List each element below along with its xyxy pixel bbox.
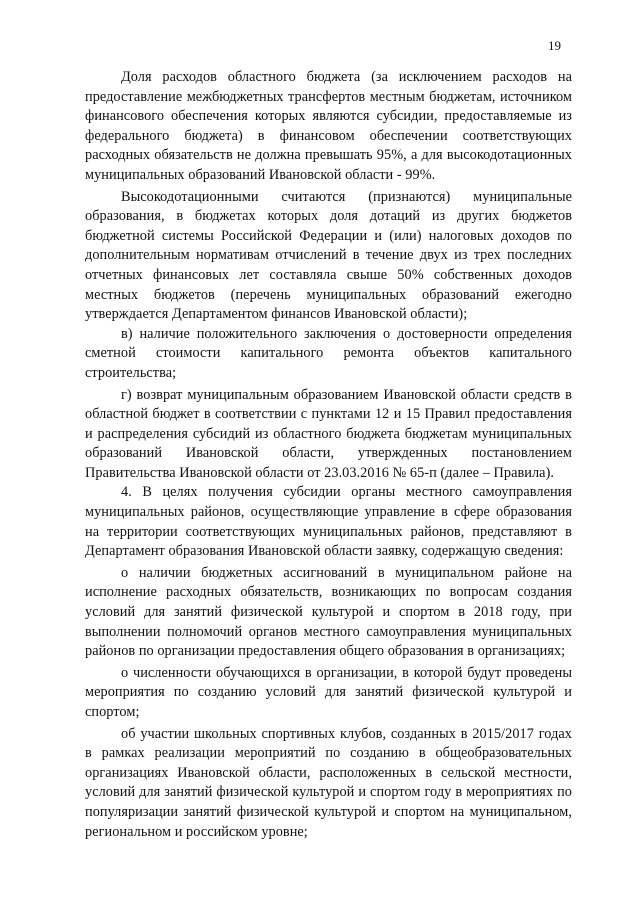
page-number: 19 xyxy=(548,38,561,53)
paragraph-item-g: г) возврат муниципальным образованием Ивановской области средств в областной бюджет в соответствии с пунктами 12 и 15 Правил предоставления и распределения субсидий из областного бюджета бюджетам муниципальных образований Ивановской области, утвержденных постановлением Правительства Ивановской области от 23.03.2016 № 65-п (далее – Правила). xyxy=(85,386,572,481)
paragraph-item-v: в) наличие положительного заключения о достоверности определения сметной стоимости капитального ремонта объектов капитального строительства; xyxy=(85,325,572,381)
paragraph-student-count: о численности обучающихся в организации, в которой будут проведены мероприятия по созданию условий для занятий физической культурой и спортом; xyxy=(85,664,572,720)
paragraph-high-subsidy-definition: Высокодотационными считаются (признаются) муниципальные образования, в бюджетах которых доля дотаций из других бюджетов бюджетной системы Российской Федерации и (или) налоговых доходов по дополнительным нормативам отчислений в течение двух из трех последних отчетных финансовых лет составляла свыше 50% собственных доходов местных бюджетов (перечень муниципальных образований ежегодно утверждается Департаментом финансов Ивановской области); xyxy=(85,188,572,323)
paragraph-budget-allocations: о наличии бюджетных ассигнований в муниципальном районе на исполнение расходных обязательств, возникающих по вопросам создания условий для занятий физической культурой и спортом в 2018 году, при выполнении полномочий органов местного самоуправления муниципальных районов по организации предоставления общего образования в организациях; xyxy=(85,564,572,660)
paragraph-sports-clubs: об участии школьных спортивных клубов, созданных в 2015/2017 годах в рамках реализации мероприятий по созданию в общеобразовательных организациях Ивановской области, расположенных в сельской местности, условий для занятий физической культурой и спортом году в мероприятиях по популяризации занятий физической культурой и спортом на муниципальном, региональном и российском уровне; xyxy=(85,725,572,840)
document-body xyxy=(85,68,572,842)
paragraph-budget-share: Доля расходов областного бюджета (за исключением расходов на предоставление межбюджетных трансфертов местным бюджетам, источником финансового обеспечения которых являются субсидии, предоставляемые из федерального бюджета) в финансовом обеспечении соответствующих расходных обязательств не должна превышать 95%, а для высокодотационных муниципальных образований Ивановской области - 99%. xyxy=(85,69,572,183)
paragraph-clause-4: 4. В целях получения субсидии органы местного самоуправления муниципальных районов, осуществляющие управление в сфере образования на территории соответствующих муниципальных районов, представляют в Департамент образования Ивановской области заявку, содержащую сведения: xyxy=(85,484,572,560)
